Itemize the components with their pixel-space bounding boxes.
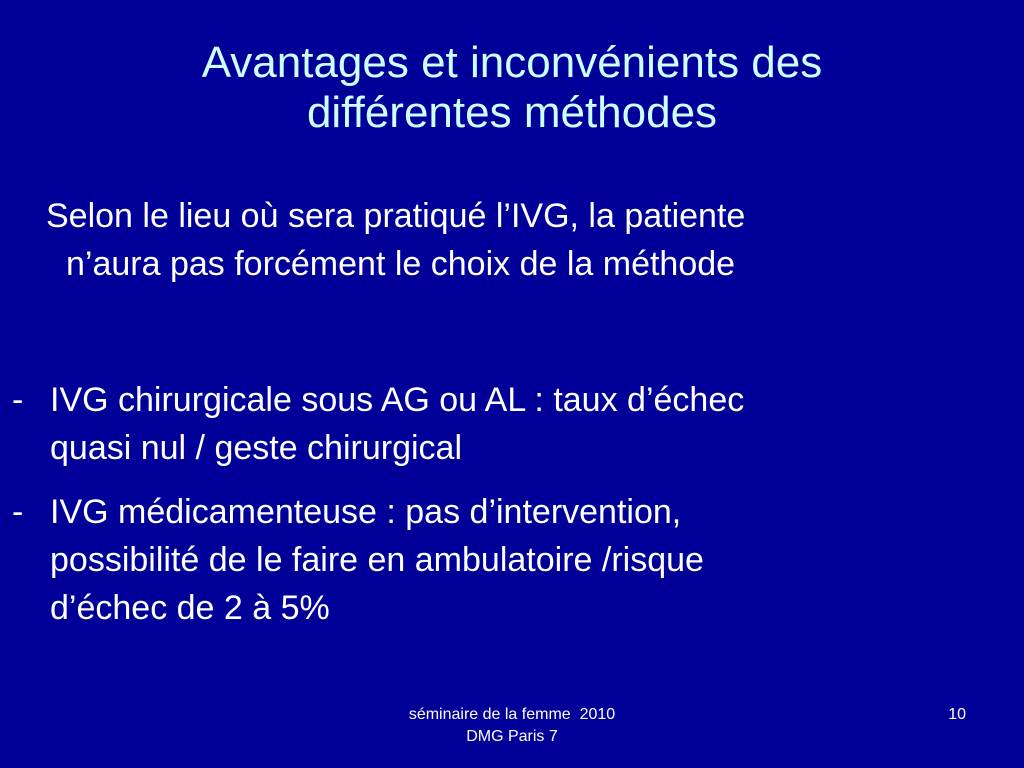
bullet-marker: -	[12, 493, 24, 531]
intro-paragraph	[46, 192, 1016, 288]
footer-line: séminaire de la femme 2010	[408, 706, 616, 723]
bullet-marker: -	[12, 381, 24, 419]
bullet-text-line: d’échec de 2 à 5%	[50, 589, 330, 627]
bullet-text-line: quasi nul / geste chirurgical	[50, 429, 463, 467]
bullet-text-line: IVG chirurgicale sous AG ou AL : taux d’échec	[50, 381, 745, 419]
bullet-item-medication	[12, 488, 1002, 632]
footer-line: DMG Paris 7	[466, 728, 558, 745]
slide-title	[60, 38, 964, 138]
bullet-item-surgical	[12, 376, 1002, 472]
bullet-text-line: possibilité de le faire en ambulatoire /risque	[50, 541, 704, 579]
slide-title-line: différentes méthodes	[306, 88, 718, 137]
bullet-text-line: IVG médicamenteuse : pas d’intervention,	[50, 493, 682, 531]
slide-title-line: Avantages et inconvénients des	[201, 38, 823, 87]
page-number: 10	[948, 706, 966, 723]
intro-line: Selon le lieu où sera pratiqué l’IVG, la patiente	[46, 197, 746, 235]
footer-text	[362, 704, 662, 748]
intro-line: n’aura pas forcément le choix de la méthode	[66, 245, 736, 283]
bullet-list	[12, 376, 1002, 648]
